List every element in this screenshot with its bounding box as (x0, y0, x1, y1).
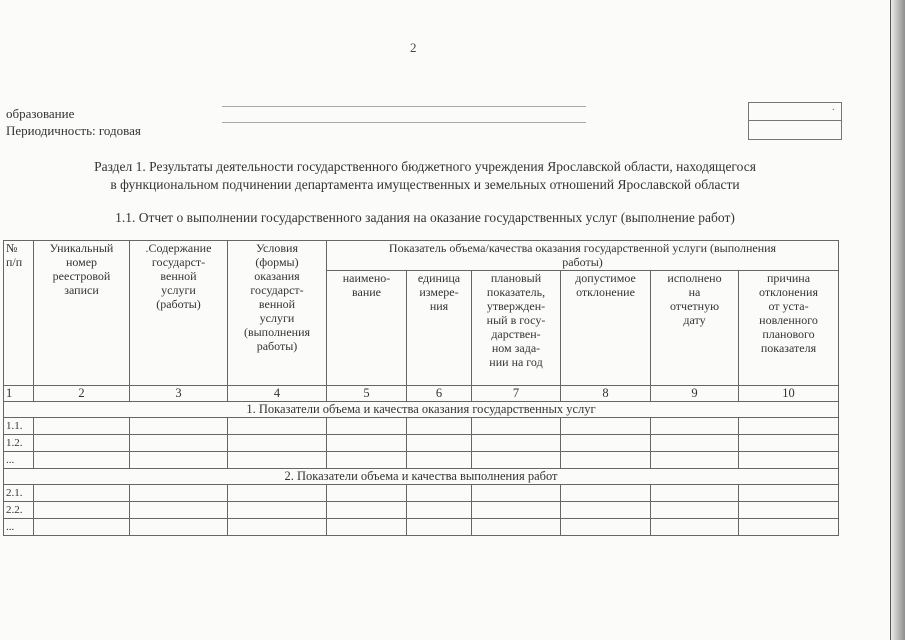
section-title-line-2: в функциональном подчинении департамента имущественных и земельных отношений Ярославской области (110, 177, 740, 192)
row-number: ... (4, 452, 34, 469)
header-line-periodicity: Периодичность: годовая (6, 123, 141, 138)
col-header-deviation: допустимое отклонение (561, 271, 651, 386)
row-number: 1.1. (4, 418, 34, 435)
page-edge-shadow (891, 0, 905, 640)
section-title (0, 158, 850, 194)
row-number: 2.2. (4, 502, 34, 519)
table-row (4, 435, 839, 452)
col-header-unit: единица измере- ния (407, 271, 472, 386)
column-number: 4 (228, 386, 327, 402)
col-header-planned: плановый показатель, утвержден- ный в госу- дарствен- ном зада- нии на год (472, 271, 561, 386)
report-table (3, 240, 839, 536)
col-header-number: № п/п (4, 241, 34, 386)
col-header-conditions: Условия (формы) оказания государст- венной услуги (выполнения работы) (228, 241, 327, 386)
column-number: 10 (739, 386, 839, 402)
code-box-mark: · (831, 105, 835, 116)
row-number: ... (4, 519, 34, 536)
code-box (748, 102, 842, 140)
row-number: 2.1. (4, 485, 34, 502)
table-row (4, 418, 839, 435)
col-header-indicator-group: Показатель объема/качества оказания государственной услуги (выполнения работы) (327, 241, 839, 271)
header-line-education: образование (6, 106, 75, 121)
header-underline-2 (222, 122, 586, 123)
col-header-executed: исполнено на отчетную дату (651, 271, 739, 386)
column-number: 6 (407, 386, 472, 402)
section-title-line-1: Раздел 1. Результаты деятельности государственного бюджетного учреждения Ярославской области, находящегося (94, 159, 756, 174)
column-number: 9 (651, 386, 739, 402)
column-number-row (4, 386, 839, 402)
subsection-title: 1.1. Отчет о выполнении государственного задания на оказание государственных услуг (выполнение работ) (115, 210, 735, 225)
table-row (4, 452, 839, 469)
section-1-heading: 1. Показатели объема и качества оказания государственных услуг (4, 402, 839, 418)
table-row (4, 502, 839, 519)
table-row (4, 519, 839, 536)
code-box-divider (749, 120, 841, 121)
column-number: 1 (4, 386, 34, 402)
header-underline-1 (222, 106, 586, 107)
col-header-registry: Уникальный номер реестровой записи (34, 241, 130, 386)
column-number: 5 (327, 386, 407, 402)
col-header-service-content: .Содержание государст- венной услуги (работы) (130, 241, 228, 386)
col-header-name: наимено- вание (327, 271, 407, 386)
section-2-heading: 2. Показатели объема и качества выполнения работ (4, 469, 839, 485)
col-header-reason: причина отклонения от уста- новленного планового показателя (739, 271, 839, 386)
page-number: 2 (410, 40, 417, 55)
row-number: 1.2. (4, 435, 34, 452)
column-number: 3 (130, 386, 228, 402)
column-number: 7 (472, 386, 561, 402)
table-row (4, 485, 839, 502)
column-number: 2 (34, 386, 130, 402)
column-number: 8 (561, 386, 651, 402)
